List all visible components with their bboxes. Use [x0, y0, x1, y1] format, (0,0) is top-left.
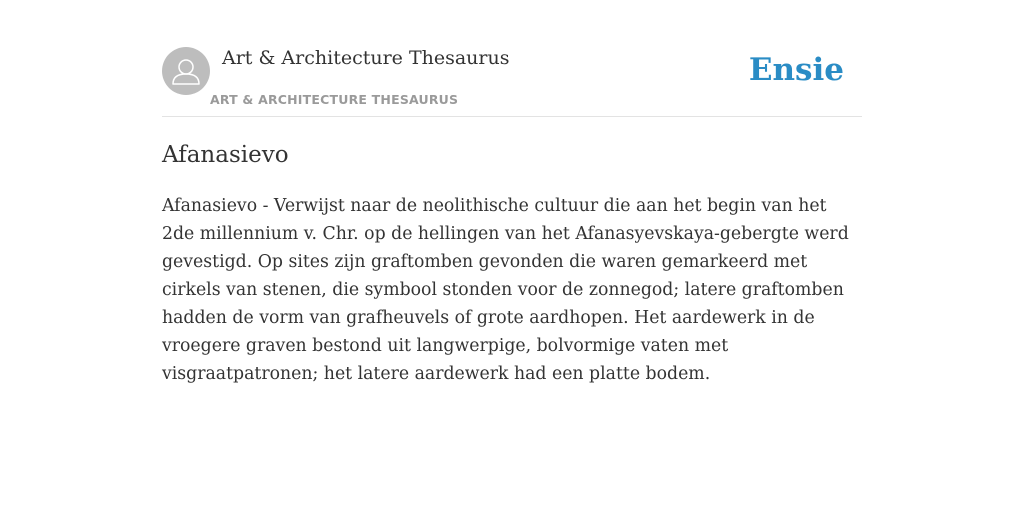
definition-text: Afanasievo - Verwijst naar de neolithische cultuur die aan het begin van het 2de millennium v. Chr. op de hellingen van het Afanasyevskaya-gebergte werd gevestigd. Op sites zijn graftomben gevonden die waren gemarkeerd met cirkels van stenen, die symbool stonden voor de zonnegod; latere graftomben hadden de vorm van grafheuvels of grote aardhopen. Het aardewerk in de vroegere graven bestond uit langwerpige, bolvormige vaten met visgraatpatronen; het latere aardewerk had een platte bodem. — [162, 196, 849, 384]
author-name[interactable]: Art & Architecture Thesaurus — [222, 47, 510, 69]
user-placeholder-icon — [162, 47, 210, 95]
avatar[interactable] — [162, 47, 210, 95]
author-subtitle[interactable]: ART & ARCHITECTURE THESAURUS — [210, 92, 459, 107]
page-title: Afanasievo — [162, 142, 289, 168]
brand-logo[interactable]: Ensie — [748, 52, 844, 88]
author-header — [162, 44, 862, 117]
